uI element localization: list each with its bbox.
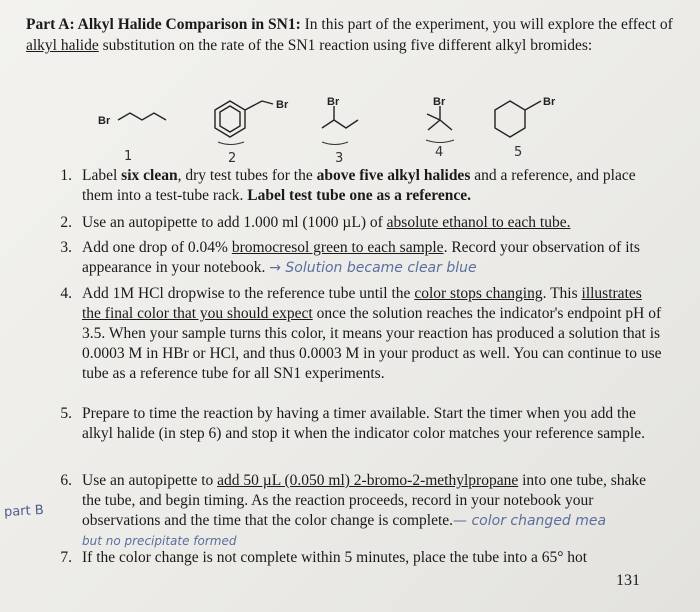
step-1-number: 1. (60, 167, 72, 184)
step-6-number: 6. (60, 472, 72, 489)
step-1-part-1: Label (82, 167, 122, 184)
handwritten-number-2: 2 (228, 151, 237, 166)
step-6-part-1: Use an autopipette to (82, 472, 218, 489)
structure-3-2-bromobutane (322, 106, 358, 128)
step-3-underlined: bromocresol green to each sample (231, 239, 444, 256)
step-6-text (82, 471, 662, 551)
step-4-part-4: 1 experiments. (293, 365, 385, 382)
step-4-number: 4. (60, 285, 72, 302)
step-6-handwritten-note-2: but no precipitate formed (82, 534, 237, 548)
handwritten-number-5: 5 (514, 145, 523, 160)
step-6-underlined: add 50 µL (0.050 ml) 2-bromo-2-methylpropane (217, 472, 519, 489)
step-1-bold-1: six clean (121, 167, 178, 184)
intro-sn-sub: N (296, 37, 308, 54)
step-2-number: 2. (60, 214, 72, 231)
structure-5-cyclohexylmethyl-bromide (495, 101, 541, 137)
br-label-1: Br (98, 115, 111, 127)
intro-underlined: alkyl halide (26, 37, 99, 54)
intro-text-1: In this part of the experiment, you will explore the effect of (300, 16, 673, 33)
step-1-part-3: and a reference, and place them into a test-tube rack. (82, 167, 636, 204)
step-3-text (82, 238, 662, 278)
part-a-intro (26, 14, 674, 56)
step-4-part-1: Add 1M HCl dropwise to the reference tube until the (82, 285, 415, 302)
structure-2-benzyl-bromide (215, 101, 273, 137)
step-4-text (82, 284, 662, 384)
step-4-underlined-2: illustrates the final color that you should expect (82, 285, 642, 322)
step-5-text (82, 404, 662, 444)
step-1-text (82, 166, 662, 206)
step-3-handwritten-note: → Solution became clear blue (269, 260, 477, 276)
br-label-4: Br (433, 96, 446, 108)
structure-1-bromobutane (118, 113, 166, 120)
step-2-underlined: absolute ethanol to each tube. (386, 214, 571, 231)
br-label-3: Br (327, 96, 340, 108)
step-7-number: 7. (60, 549, 72, 566)
step-7-text (82, 548, 662, 568)
step-5-number: 5. (60, 405, 72, 422)
step-4-part-2: . This (542, 285, 582, 302)
intro-heading-sub: N (276, 16, 288, 33)
step-2-text (82, 213, 662, 233)
intro-text-3: 1 reaction using five different alkyl bromides: (307, 37, 593, 54)
handwritten-number-3: 3 (335, 151, 344, 166)
step-3-part-1: Add one drop of 0.04% (82, 239, 232, 256)
step-1-bold-3: Label test tube one as a reference. (247, 187, 471, 204)
step-1-bold-2: above five alkyl halides (316, 167, 471, 184)
intro-heading-end: 1: (287, 16, 301, 33)
step-3-part-2: . Record your observation of its appearance in your notebook. (82, 239, 640, 276)
step-7-part-1: If the color change is not complete within 5 minutes, place the tube into a 65° hot (82, 549, 588, 566)
step-4-part-3: once the solution reaches the indicator's endpoint pH of 3.5. When your sample turns this color, it means your reaction has produced a solution that is 0.0003 M in HBr or HCl, and thus 0.0003 M in your product as well. You can continue to use tube as a reference tube for all S (82, 305, 662, 382)
step-3-number: 3. (60, 239, 72, 256)
step-4-underlined-1: color stops changing (414, 285, 543, 302)
step-4-sn-sub: N (282, 365, 294, 382)
intro-heading: Part A: Alkyl Halide Comparison in S (26, 16, 277, 33)
alkyl-bromide-structures (90, 96, 650, 176)
page-number: 131 (616, 572, 640, 589)
br-label-5: Br (543, 96, 556, 108)
step-5-part-1: Prepare to time the reaction by having a timer available. Start the timer when you add the alkyl halide (in step 6) and stop it when the indicator color matches your reference sample. (82, 405, 645, 442)
step-6-handwritten-note: — color changed mea (453, 513, 607, 529)
step-2-part-1: Use an autopipette to add 1.000 ml (1000 µL) of (82, 214, 387, 231)
handwritten-number-1: 1 (124, 149, 133, 164)
margin-handwritten-note: part B (3, 502, 45, 521)
br-label-2: Br (276, 99, 289, 111)
intro-text-2: substitution on the rate of the S (98, 37, 297, 54)
handwritten-number-4: 4 (435, 145, 444, 160)
step-1-part-2: , dry test tubes for the (177, 167, 317, 184)
step-6-part-2: into one tube, shake the tube, and begin timing. As the reaction proceeds, record in your notebook your observations and the time that the color change is complete. (82, 472, 647, 529)
structure-4-tert-butyl-bromide (427, 106, 452, 130)
